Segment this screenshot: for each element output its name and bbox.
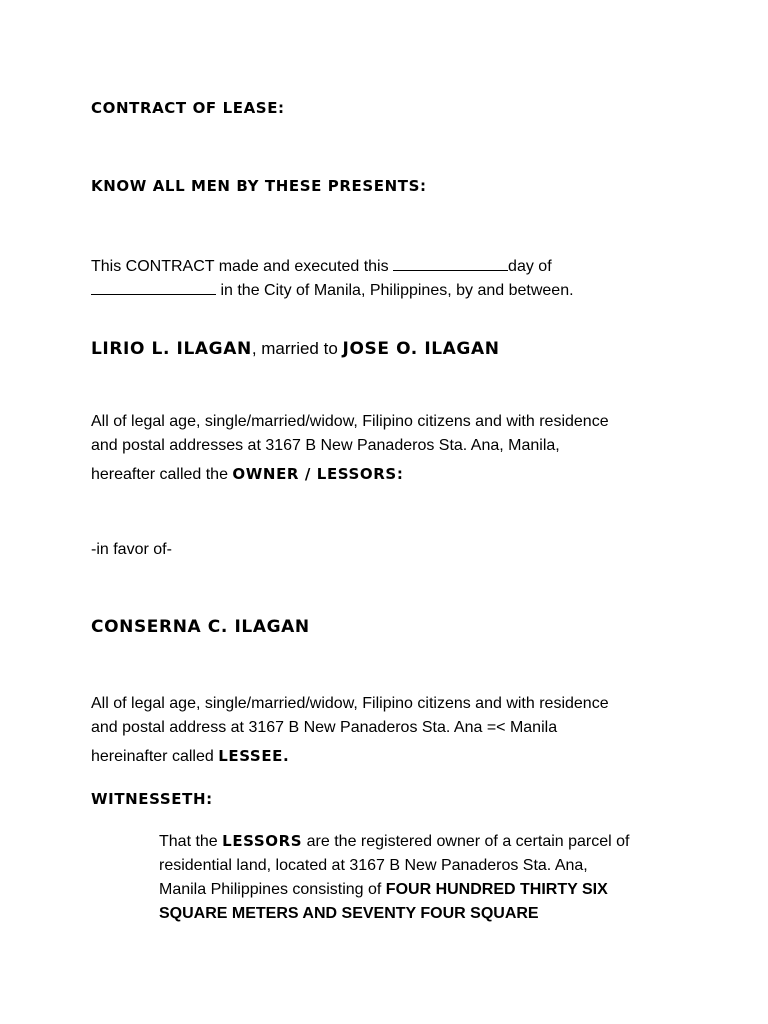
clause-area-words: FOUR HUNDRED THIRTY SIX — [385, 881, 608, 898]
month-blank — [91, 280, 216, 295]
clause-line-1 — [159, 831, 630, 852]
lessee-desc-line-3 — [91, 746, 289, 767]
clause-line-4: SQUARE METERS AND SEVENTY FOUR SQUARE — [159, 905, 539, 922]
lessors-connector: , married to — [251, 339, 343, 358]
intro-line-1 — [91, 256, 552, 277]
lessee-desc-prefix: hereinafter called — [91, 748, 219, 765]
lessee-desc-line-1: All of legal age, single/married/widow, Filipino citizens and with residence — [91, 695, 609, 712]
clause-line-3-prefix: Manila Philippines consisting of — [159, 881, 386, 898]
clause-line-3 — [159, 880, 608, 900]
intro-text-3: in the City of Manila, Philippines, by and between. — [216, 282, 574, 299]
witnesseth-heading: WITNESSETH: — [91, 790, 213, 808]
intro-text-2: day of — [508, 258, 552, 275]
document-title: CONTRACT OF LEASE: — [91, 99, 285, 117]
intro-line-2 — [91, 280, 574, 301]
lessors-desc-prefix: hereafter called the — [91, 466, 233, 483]
lessee-name: CONSERNA C. ILAGAN — [91, 617, 310, 637]
lessor-name-1: LIRIO L. ILAGAN — [91, 339, 252, 359]
preamble-heading: KNOW ALL MEN BY THESE PRESENTS: — [91, 177, 427, 195]
lessors-desc-line-2: and postal addresses at 3167 B New Panaderos Sta. Ana, Manila, — [91, 437, 560, 454]
lessors-names-line — [91, 339, 500, 359]
lessors-desc-line-1: All of legal age, single/married/widow, Filipino citizens and with residence — [91, 413, 609, 430]
lessor-name-2: JOSE O. ILAGAN — [342, 339, 500, 359]
clause-line-2: residential land, located at 3167 B New Panaderos Sta. Ana, — [159, 857, 588, 874]
clause-lessors: LESSORS — [222, 832, 303, 850]
lessee-label: LESSEE. — [218, 747, 290, 765]
in-favor-of: -in favor of- — [91, 541, 172, 558]
clause-suffix: are the registered owner of a certain parcel of — [302, 833, 630, 850]
intro-text-1: This CONTRACT made and executed this — [91, 258, 394, 275]
clause-prefix: That the — [159, 833, 223, 850]
lessors-desc-line-3 — [91, 464, 403, 485]
day-blank — [393, 256, 508, 271]
owner-lessors-label: OWNER / LESSORS: — [232, 465, 404, 483]
lessee-desc-line-2: and postal address at 3167 B New Panaderos Sta. Ana =< Manila — [91, 719, 558, 736]
